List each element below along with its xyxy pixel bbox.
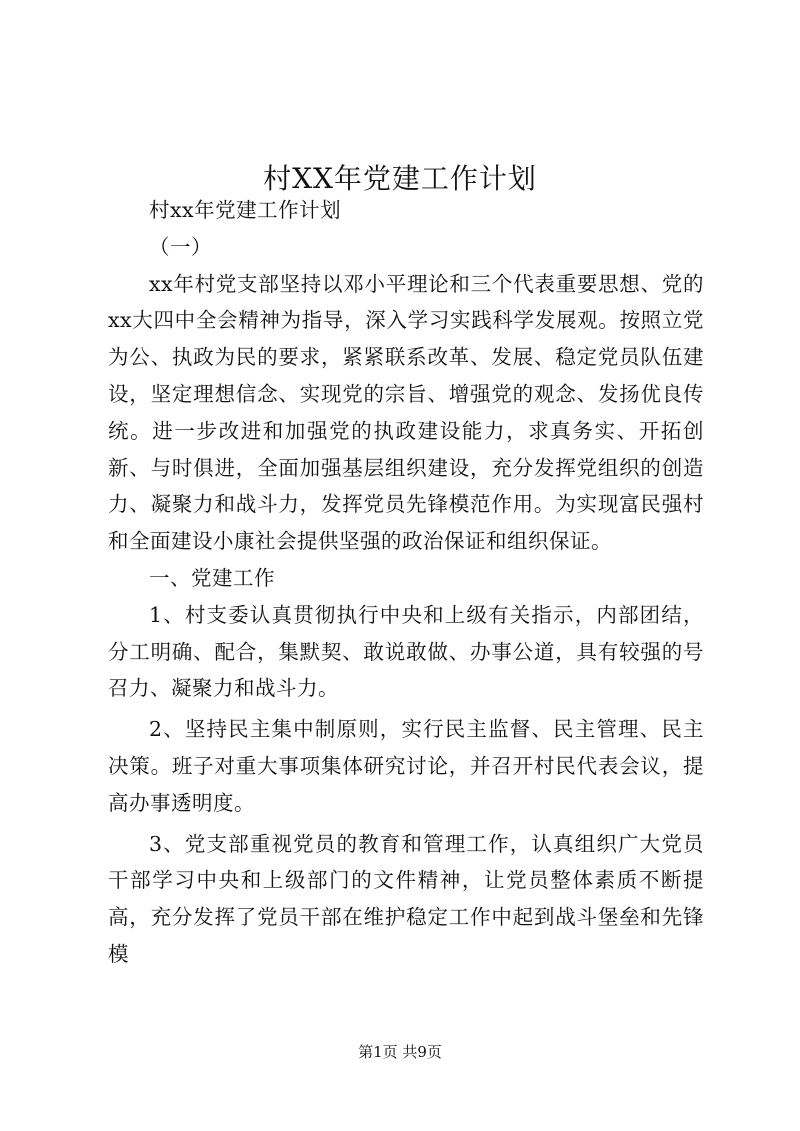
subtitle-paragraph: 村xx年党建工作计划 (149, 198, 342, 222)
item-paragraph-2: 2、坚持民主集中制原则，实行民主监督、民主管理、民主决策。班子对重大事项集体研究讨论，并召开村民代表会议，提高办事透明度。 (108, 717, 704, 815)
intro-paragraph: xx年村党支部坚持以邓小平理论和三个代表重要思想、党的xx大四中全会精神为指导，深入学习实践科学发展观。按照立党为公、执政为民的要求，紧紧联系改革、发展、稳定党员队伍建设，坚定理想信念、实现党的宗旨、增强党的观念、发扬优良传统。进一步改进和加强党的执政建设能力，求真务实、开拓创新、与时俱进，全面加强基层组织建设，充分发挥党组织的创造力、凝聚力和战斗力，发挥党员先锋模范作用。为实现富民强村和全面建设小康社会提供坚强的政治保证和组织保证。 (108, 271, 704, 554)
item-paragraph-1: 1、村支委认真贯彻执行中央和上级有关指示，内部团结，分工明确、配合，集默契、敢说敢做、办事公道，具有较强的号召力、凝聚力和战斗力。 (108, 602, 704, 701)
section-marker: （一） (149, 234, 212, 259)
page-footer: 第1页 共9页 (358, 1043, 442, 1061)
document-title: 村XX年党建工作计划 (263, 161, 537, 195)
item-paragraph-3: 3、党支部重视党员的教育和管理工作，认真组织广大党员干部学习中央和上级部门的文件精神，让党员整体素质不断提高，充分发挥了党员干部在维护稳定工作中起到战斗堡垒和先锋模 (108, 831, 704, 966)
document-body (108, 192, 704, 973)
section-heading: 一、党建工作 (149, 565, 275, 590)
